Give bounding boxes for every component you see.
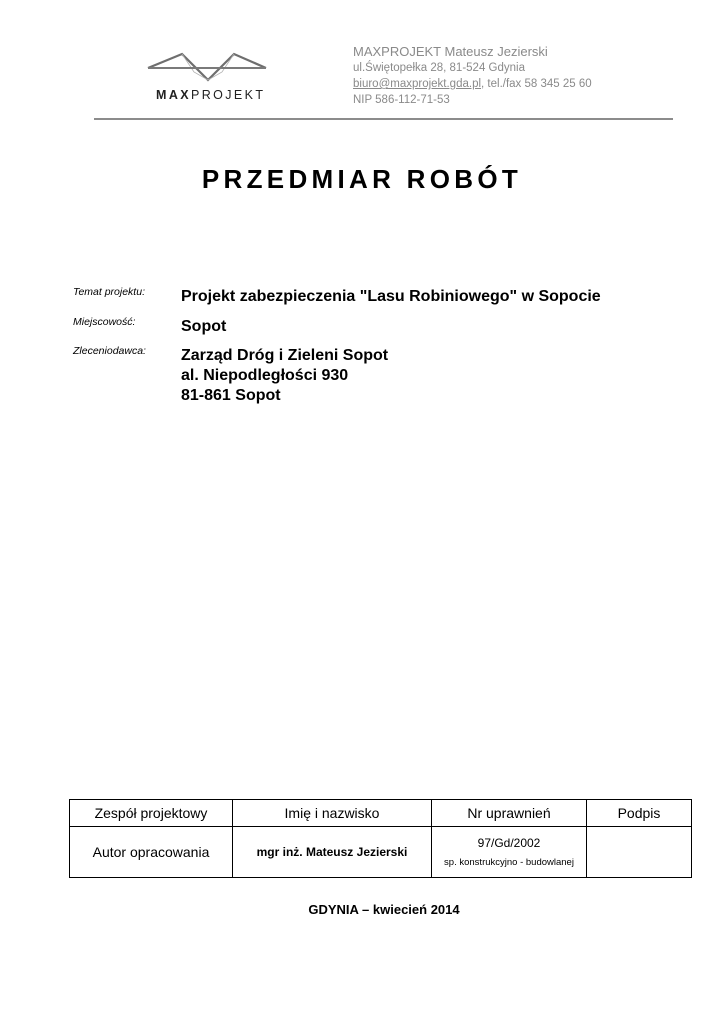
author-name-cell: mgr inż. Mateusz Jezierski bbox=[233, 827, 432, 878]
logo-wordmark: MAXPROJEKT bbox=[156, 88, 266, 102]
logo-mark-icon bbox=[146, 50, 270, 84]
author-role-cell: Autor opracowania bbox=[70, 827, 233, 878]
location-value: Sopot bbox=[181, 318, 227, 335]
client-value bbox=[181, 346, 388, 406]
company-nip: NIP 586-112-71-53 bbox=[353, 94, 450, 106]
client-line: Zarząd Dróg i Zieleni Sopot bbox=[181, 347, 389, 364]
header-divider bbox=[94, 118, 673, 120]
license-number: 97/Gd/2002 bbox=[477, 836, 541, 850]
license-specialty: sp. konstrukcyjno - budowlanej bbox=[444, 857, 574, 868]
header-cell-name: Imię i nazwisko bbox=[233, 800, 432, 827]
topic-value: Projekt zabezpieczenia "Lasu Robiniowego" w Sopocie bbox=[181, 288, 601, 305]
design-team-table bbox=[69, 799, 692, 878]
table-row bbox=[70, 827, 692, 878]
company-phone: , tel./fax 58 345 25 60 bbox=[481, 78, 592, 90]
client-line: 81-861 Sopot bbox=[181, 387, 281, 404]
place-date-footer: GDYNIA – kwiecień 2014 bbox=[308, 902, 460, 917]
document-title: PRZEDMIAR ROBÓT bbox=[201, 164, 523, 194]
signature-cell bbox=[587, 827, 692, 878]
company-contact bbox=[353, 76, 592, 92]
client-label: Zleceniodawca: bbox=[73, 345, 146, 357]
company-logo bbox=[140, 48, 280, 108]
license-cell bbox=[432, 827, 587, 878]
client-line: al. Niepodległości 930 bbox=[181, 367, 349, 384]
header-cell-license: Nr uprawnień bbox=[432, 800, 587, 827]
company-email-link[interactable]: biuro@maxprojekt.gda.pl bbox=[353, 78, 482, 90]
location-label: Miejscowość: bbox=[73, 316, 136, 328]
company-name: MAXPROJEKT Mateusz Jezierski bbox=[353, 44, 548, 59]
table-header-row bbox=[70, 800, 692, 827]
header-cell-signature: Podpis bbox=[587, 800, 692, 827]
company-info bbox=[353, 44, 592, 108]
company-address: ul.Świętopełka 28, 81-524 Gdynia bbox=[353, 62, 525, 74]
header-cell-team: Zespół projektowy bbox=[70, 800, 233, 827]
topic-label: Temat projektu: bbox=[73, 286, 145, 298]
